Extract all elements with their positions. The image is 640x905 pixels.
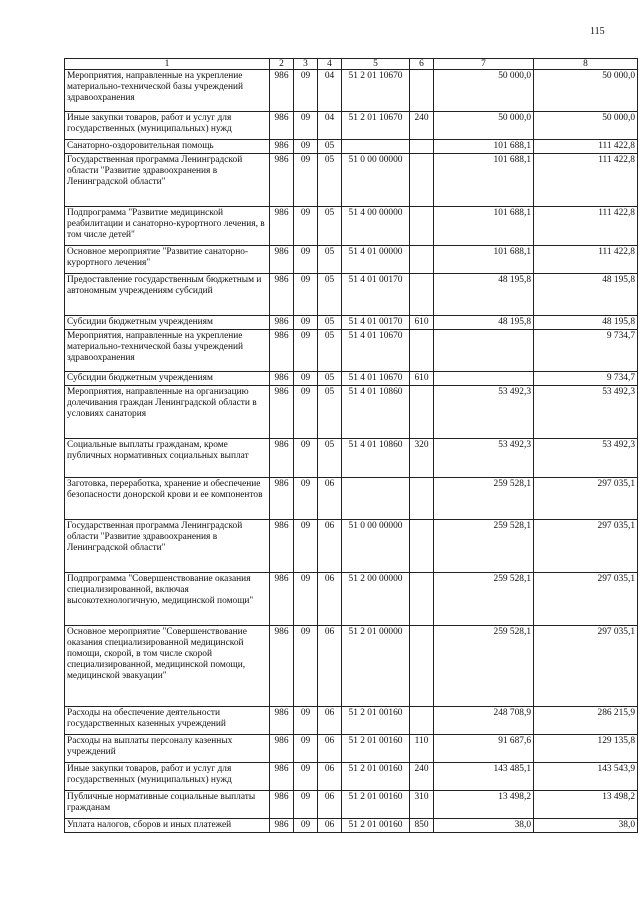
cell-amount-2: 9 734,7 bbox=[534, 372, 638, 386]
cell-amount-1: 101 688,1 bbox=[434, 140, 534, 154]
cell-amount-1: 38,0 bbox=[434, 819, 534, 833]
header-col-4: 4 bbox=[318, 59, 342, 70]
cell-subsection: 05 bbox=[318, 274, 342, 316]
cell-expense-type bbox=[410, 520, 434, 573]
cell-amount-2: 143 543,9 bbox=[534, 763, 638, 791]
cell-admin-code: 986 bbox=[270, 707, 294, 735]
cell-subsection: 04 bbox=[318, 112, 342, 140]
cell-amount-2: 48 195,8 bbox=[534, 274, 638, 316]
table-row bbox=[65, 140, 638, 154]
cell-expense-type bbox=[410, 573, 434, 626]
cell-expense-type bbox=[410, 274, 434, 316]
table-row bbox=[65, 246, 638, 274]
cell-target-article: 51 4 01 00170 bbox=[342, 274, 410, 316]
cell-amount-2: 111 422,8 bbox=[534, 246, 638, 274]
cell-section: 09 bbox=[294, 763, 318, 791]
cell-expense-type bbox=[410, 154, 434, 207]
cell-section: 09 bbox=[294, 112, 318, 140]
cell-name: Иные закупки товаров, работ и услуг для государственных (муниципальных) нужд bbox=[65, 112, 270, 140]
table-row bbox=[65, 70, 638, 112]
cell-expense-type: 310 bbox=[410, 791, 434, 819]
cell-amount-1: 143 485,1 bbox=[434, 763, 534, 791]
cell-admin-code: 986 bbox=[270, 112, 294, 140]
cell-expense-type: 240 bbox=[410, 763, 434, 791]
cell-expense-type bbox=[410, 330, 434, 372]
cell-expense-type: 610 bbox=[410, 372, 434, 386]
cell-target-article: 51 0 00 00000 bbox=[342, 520, 410, 573]
table-row bbox=[65, 573, 638, 626]
cell-expense-type: 240 bbox=[410, 112, 434, 140]
cell-amount-1: 101 688,1 bbox=[434, 154, 534, 207]
cell-expense-type bbox=[410, 707, 434, 735]
cell-section: 09 bbox=[294, 735, 318, 763]
cell-subsection: 06 bbox=[318, 819, 342, 833]
cell-section: 09 bbox=[294, 140, 318, 154]
cell-name: Заготовка, переработка, хранение и обеспечение безопасности донорской крови и ее компонентов bbox=[65, 478, 270, 520]
cell-target-article: 51 4 00 00000 bbox=[342, 207, 410, 246]
cell-subsection: 04 bbox=[318, 70, 342, 112]
cell-expense-type bbox=[410, 626, 434, 707]
cell-subsection: 06 bbox=[318, 520, 342, 573]
cell-name: Государственная программа Ленинградской области "Развитие здравоохранения в Ленинградской области" bbox=[65, 520, 270, 573]
cell-subsection: 06 bbox=[318, 735, 342, 763]
cell-name: Мероприятия, направленные на укрепление материально-технической базы учреждений здравоохранения bbox=[65, 70, 270, 112]
cell-section: 09 bbox=[294, 207, 318, 246]
cell-amount-2: 50 000,0 bbox=[534, 112, 638, 140]
cell-admin-code: 986 bbox=[270, 386, 294, 439]
cell-amount-2: 111 422,8 bbox=[534, 207, 638, 246]
cell-subsection: 06 bbox=[318, 626, 342, 707]
cell-name: Иные закупки товаров, работ и услуг для государственных (муниципальных) нужд bbox=[65, 763, 270, 791]
cell-expense-type: 610 bbox=[410, 316, 434, 330]
cell-name: Подпрограмма "Развитие медицинской реабилитации и санаторно-курортного лечения, в том числе детей" bbox=[65, 207, 270, 246]
cell-section: 09 bbox=[294, 520, 318, 573]
cell-target-article: 51 4 01 10860 bbox=[342, 386, 410, 439]
cell-name: Расходы на выплаты персоналу казенных учреждений bbox=[65, 735, 270, 763]
header-col-1: 1 bbox=[65, 59, 270, 70]
cell-amount-2: 53 492,3 bbox=[534, 439, 638, 478]
cell-name: Публичные нормативные социальные выплаты гражданам bbox=[65, 791, 270, 819]
cell-amount-2: 50 000,0 bbox=[534, 70, 638, 112]
cell-admin-code: 986 bbox=[270, 439, 294, 478]
cell-admin-code: 986 bbox=[270, 70, 294, 112]
cell-amount-2: 297 035,1 bbox=[534, 478, 638, 520]
header-col-3: 3 bbox=[294, 59, 318, 70]
cell-name: Государственная программа Ленинградской области "Развитие здравоохранения в Ленинградской области" bbox=[65, 154, 270, 207]
cell-admin-code: 986 bbox=[270, 520, 294, 573]
cell-admin-code: 986 bbox=[270, 478, 294, 520]
cell-target-article bbox=[342, 140, 410, 154]
header-col-6: 6 bbox=[410, 59, 434, 70]
cell-section: 09 bbox=[294, 274, 318, 316]
cell-subsection: 05 bbox=[318, 316, 342, 330]
cell-section: 09 bbox=[294, 573, 318, 626]
cell-name: Предоставление государственным бюджетным и автономным учреждениям субсидий bbox=[65, 274, 270, 316]
cell-section: 09 bbox=[294, 372, 318, 386]
table-row bbox=[65, 735, 638, 763]
cell-name: Социальные выплаты гражданам, кроме публичных нормативных социальных выплат bbox=[65, 439, 270, 478]
cell-amount-1: 259 528,1 bbox=[434, 573, 534, 626]
cell-target-article: 51 2 01 00160 bbox=[342, 819, 410, 833]
cell-subsection: 05 bbox=[318, 372, 342, 386]
cell-target-article: 51 2 01 00160 bbox=[342, 707, 410, 735]
header-col-5: 5 bbox=[342, 59, 410, 70]
cell-section: 09 bbox=[294, 386, 318, 439]
cell-name: Расходы на обеспечение деятельности государственных казенных учреждений bbox=[65, 707, 270, 735]
cell-target-article: 51 0 00 00000 bbox=[342, 154, 410, 207]
cell-subsection: 06 bbox=[318, 707, 342, 735]
cell-section: 09 bbox=[294, 626, 318, 707]
cell-target-article: 51 4 01 10670 bbox=[342, 330, 410, 372]
cell-amount-1: 53 492,3 bbox=[434, 386, 534, 439]
cell-amount-2: 13 498,2 bbox=[534, 791, 638, 819]
cell-amount-1: 50 000,0 bbox=[434, 112, 534, 140]
cell-admin-code: 986 bbox=[270, 330, 294, 372]
cell-subsection: 06 bbox=[318, 791, 342, 819]
header-col-8: 8 bbox=[534, 59, 638, 70]
table-row bbox=[65, 707, 638, 735]
table-row bbox=[65, 520, 638, 573]
cell-target-article: 51 2 00 00000 bbox=[342, 573, 410, 626]
cell-amount-2: 111 422,8 bbox=[534, 140, 638, 154]
cell-expense-type bbox=[410, 478, 434, 520]
cell-admin-code: 986 bbox=[270, 372, 294, 386]
cell-amount-2: 111 422,8 bbox=[534, 154, 638, 207]
cell-amount-2: 9 734,7 bbox=[534, 330, 638, 372]
cell-target-article: 51 2 01 00000 bbox=[342, 626, 410, 707]
cell-section: 09 bbox=[294, 330, 318, 372]
cell-section: 09 bbox=[294, 819, 318, 833]
header-col-7: 7 bbox=[434, 59, 534, 70]
table-row bbox=[65, 372, 638, 386]
cell-admin-code: 986 bbox=[270, 154, 294, 207]
cell-target-article: 51 2 01 00160 bbox=[342, 763, 410, 791]
cell-amount-1: 101 688,1 bbox=[434, 207, 534, 246]
cell-target-article: 51 2 01 00160 bbox=[342, 791, 410, 819]
table-row bbox=[65, 439, 638, 478]
cell-section: 09 bbox=[294, 70, 318, 112]
cell-admin-code: 986 bbox=[270, 207, 294, 246]
cell-target-article: 51 4 01 00000 bbox=[342, 246, 410, 274]
cell-expense-type: 850 bbox=[410, 819, 434, 833]
table-row bbox=[65, 478, 638, 520]
table-row bbox=[65, 626, 638, 707]
cell-section: 09 bbox=[294, 246, 318, 274]
cell-expense-type bbox=[410, 207, 434, 246]
cell-amount-2: 129 135,8 bbox=[534, 735, 638, 763]
cell-amount-1: 259 528,1 bbox=[434, 626, 534, 707]
cell-expense-type bbox=[410, 140, 434, 154]
cell-amount-1 bbox=[434, 372, 534, 386]
cell-amount-2: 297 035,1 bbox=[534, 520, 638, 573]
cell-name: Основное мероприятие "Развитие санаторно-курортного лечения" bbox=[65, 246, 270, 274]
cell-subsection: 05 bbox=[318, 439, 342, 478]
cell-target-article: 51 2 01 10670 bbox=[342, 112, 410, 140]
cell-expense-type bbox=[410, 246, 434, 274]
cell-admin-code: 986 bbox=[270, 763, 294, 791]
cell-admin-code: 986 bbox=[270, 316, 294, 330]
cell-admin-code: 986 bbox=[270, 573, 294, 626]
cell-expense-type: 110 bbox=[410, 735, 434, 763]
cell-subsection: 06 bbox=[318, 478, 342, 520]
cell-target-article: 51 4 01 10860 bbox=[342, 439, 410, 478]
cell-subsection: 06 bbox=[318, 763, 342, 791]
cell-amount-2: 53 492,3 bbox=[534, 386, 638, 439]
cell-subsection: 05 bbox=[318, 330, 342, 372]
cell-amount-1: 48 195,8 bbox=[434, 274, 534, 316]
cell-admin-code: 986 bbox=[270, 140, 294, 154]
cell-name: Подпрограмма "Совершенствование оказания специализированной, включая высокотехнологичную, медицинской помощи" bbox=[65, 573, 270, 626]
cell-admin-code: 986 bbox=[270, 735, 294, 763]
cell-section: 09 bbox=[294, 154, 318, 207]
cell-name: Основное мероприятие "Совершенствование оказания специализированной медицинской помощи, скорой, в том числе скорой специализированной, медицинской помощи, медицинской эвакуации" bbox=[65, 626, 270, 707]
cell-section: 09 bbox=[294, 478, 318, 520]
cell-amount-1: 259 528,1 bbox=[434, 520, 534, 573]
cell-subsection: 05 bbox=[318, 207, 342, 246]
cell-name: Субсидии бюджетным учреждениям bbox=[65, 316, 270, 330]
cell-name: Мероприятия, направленные на организацию долечивания граждан Ленинградской области в условиях санатория bbox=[65, 386, 270, 439]
cell-expense-type bbox=[410, 70, 434, 112]
header-row bbox=[65, 59, 638, 70]
header-col-2: 2 bbox=[270, 59, 294, 70]
cell-amount-2: 297 035,1 bbox=[534, 626, 638, 707]
cell-amount-2: 286 215,9 bbox=[534, 707, 638, 735]
budget-table bbox=[64, 58, 638, 833]
cell-name: Уплата налогов, сборов и иных платежей bbox=[65, 819, 270, 833]
cell-admin-code: 986 bbox=[270, 626, 294, 707]
cell-expense-type bbox=[410, 386, 434, 439]
cell-name: Мероприятия, направленные на укрепление материально-технической базы учреждений здравоохранения bbox=[65, 330, 270, 372]
cell-admin-code: 986 bbox=[270, 274, 294, 316]
table-row bbox=[65, 154, 638, 207]
cell-amount-1: 248 708,9 bbox=[434, 707, 534, 735]
cell-subsection: 05 bbox=[318, 154, 342, 207]
cell-section: 09 bbox=[294, 439, 318, 478]
cell-target-article: 51 4 01 10670 bbox=[342, 372, 410, 386]
cell-amount-1 bbox=[434, 330, 534, 372]
table-row bbox=[65, 791, 638, 819]
table-row bbox=[65, 274, 638, 316]
cell-target-article: 51 2 01 00160 bbox=[342, 735, 410, 763]
cell-amount-1: 53 492,3 bbox=[434, 439, 534, 478]
cell-subsection: 05 bbox=[318, 140, 342, 154]
table-row bbox=[65, 207, 638, 246]
cell-amount-2: 48 195,8 bbox=[534, 316, 638, 330]
table-row bbox=[65, 819, 638, 833]
page-number: 115 bbox=[590, 26, 605, 37]
cell-amount-2: 297 035,1 bbox=[534, 573, 638, 626]
cell-amount-2: 38,0 bbox=[534, 819, 638, 833]
table-row bbox=[65, 386, 638, 439]
cell-admin-code: 986 bbox=[270, 791, 294, 819]
table-row bbox=[65, 316, 638, 330]
cell-expense-type: 320 bbox=[410, 439, 434, 478]
cell-amount-1: 259 528,1 bbox=[434, 478, 534, 520]
cell-amount-1: 91 687,6 bbox=[434, 735, 534, 763]
cell-section: 09 bbox=[294, 316, 318, 330]
cell-amount-1: 13 498,2 bbox=[434, 791, 534, 819]
cell-name: Санаторно-оздоровительная помощь bbox=[65, 140, 270, 154]
cell-amount-1: 101 688,1 bbox=[434, 246, 534, 274]
cell-target-article bbox=[342, 478, 410, 520]
cell-target-article: 51 2 01 10670 bbox=[342, 70, 410, 112]
cell-amount-1: 50 000,0 bbox=[434, 70, 534, 112]
table-row bbox=[65, 330, 638, 372]
cell-section: 09 bbox=[294, 707, 318, 735]
cell-subsection: 05 bbox=[318, 246, 342, 274]
cell-amount-1: 48 195,8 bbox=[434, 316, 534, 330]
cell-admin-code: 986 bbox=[270, 246, 294, 274]
cell-target-article: 51 4 01 00170 bbox=[342, 316, 410, 330]
table-body bbox=[65, 70, 638, 833]
table-row bbox=[65, 763, 638, 791]
table-row bbox=[65, 112, 638, 140]
cell-name: Субсидии бюджетным учреждениям bbox=[65, 372, 270, 386]
cell-subsection: 06 bbox=[318, 573, 342, 626]
cell-subsection: 05 bbox=[318, 386, 342, 439]
cell-section: 09 bbox=[294, 791, 318, 819]
cell-admin-code: 986 bbox=[270, 819, 294, 833]
